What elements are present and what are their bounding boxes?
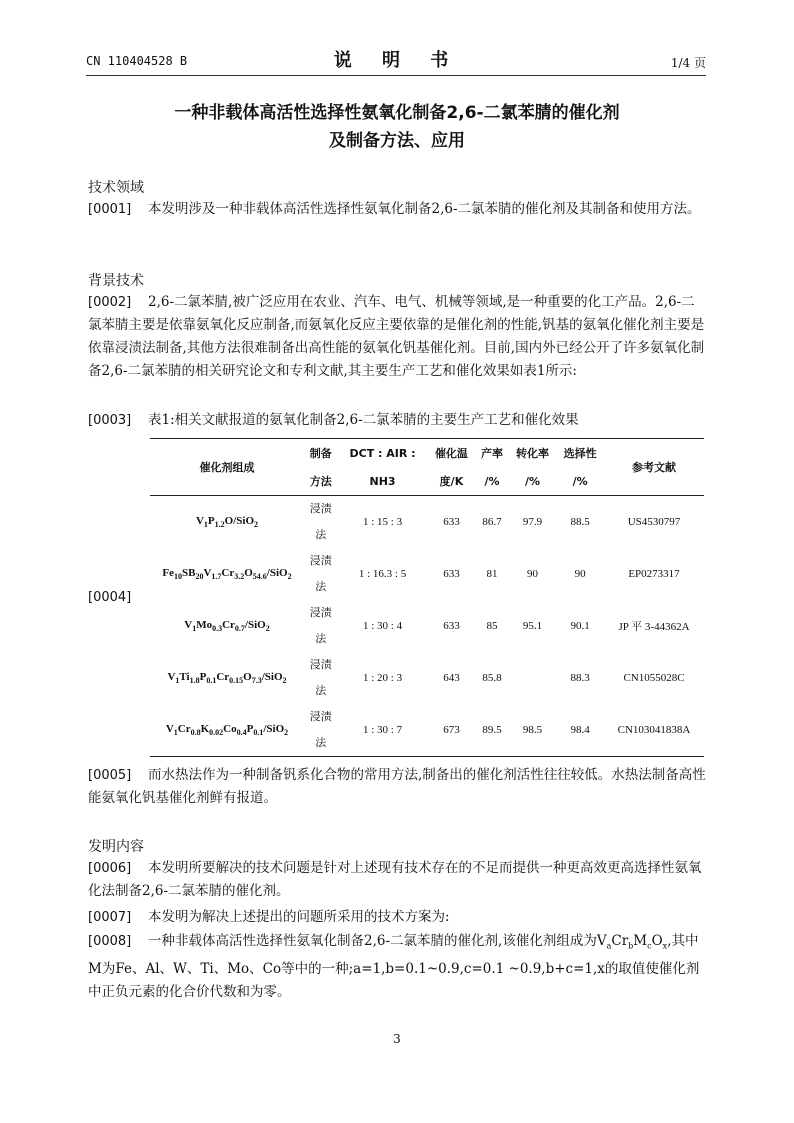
cell-temperature: 633	[443, 568, 460, 580]
cell-temperature: 633	[443, 516, 460, 528]
col-header-yield: 产率	[475, 439, 508, 468]
col-header-composition: 催化剂组成	[150, 439, 304, 496]
cell-temperature: 673	[428, 704, 476, 757]
doc-title-line1: 一种非载体高活性选择性氨氧化制备2,6-二氯苯腈的催化剂	[174, 103, 620, 123]
catalyst-table	[150, 438, 704, 757]
section-content: 发明内容	[88, 839, 144, 855]
cell-ratio: 1 : 16.3 : 5	[358, 568, 407, 580]
cell-conversion: 90	[527, 568, 538, 580]
cell-method: 浸渍 法	[309, 554, 332, 593]
para-0005	[88, 764, 708, 810]
cell-conversion: 95.1	[522, 620, 543, 632]
col-header-method: 制备	[304, 439, 337, 468]
cell-conversion: 97.9	[522, 516, 543, 528]
cell-method: 浸渍 法	[309, 658, 332, 697]
cell-ratio: 1 : 15 : 3	[362, 516, 403, 528]
cell-yield: 85	[486, 620, 498, 632]
para-number: [0001]	[88, 202, 132, 217]
cell-selectivity: 88.3	[570, 672, 590, 684]
cell-composition: $Fe_{10}SB_{20}V_{1.7}Cr_{3.2}O_{54.6}/SiO_2$	[162, 566, 292, 582]
para-number: [0004]	[88, 590, 132, 605]
cell-reference: JP 平 3-44362A	[618, 621, 690, 633]
cell-reference: CN1055028C	[623, 672, 685, 684]
doc-title-line2: 及制备方法、应用	[329, 131, 465, 151]
col-header-selectivity: 选择性	[556, 439, 604, 468]
cell-conversion: 98.5	[509, 704, 557, 757]
col-header-temp-2: 度/K	[428, 467, 476, 496]
para-number: [0006]	[88, 861, 132, 876]
cell-method: 浸渍 法	[309, 502, 332, 541]
para-number: [0005]	[88, 768, 132, 783]
section-tech-field: 技术领域	[88, 180, 144, 196]
section-background: 背景技术	[88, 273, 144, 289]
table-row	[150, 652, 704, 704]
cell-composition: $V_1Cr_{0.8}K_{0.02}Co_{0.4}P_{0.1}/SiO_2$	[150, 704, 304, 757]
cell-ratio: 1 : 30 : 4	[362, 620, 403, 632]
para-number: [0003]	[88, 413, 132, 428]
table-row	[150, 704, 704, 757]
cell-composition: $V_1Ti_{1.8}P_{0.1}Cr_{0.15}O_{7.3}/SiO_2$	[167, 670, 287, 686]
para-text: 本发明为解决上述提出的问题所采用的技术方案为:	[148, 909, 450, 925]
para-0003	[88, 409, 708, 432]
col-header-method-2: 方法	[304, 467, 337, 496]
cell-selectivity: 98.4	[556, 704, 604, 757]
para-number: [0007]	[88, 910, 132, 925]
para-text: 本发明涉及一种非载体高活性选择性氨氧化制备2,6-二氯苯腈的催化剂及其制备和使用方法。	[148, 201, 701, 217]
patent-number: CN 110404528 B	[86, 54, 188, 68]
col-header-selectivity-2: /%	[556, 467, 604, 496]
cell-reference: CN103041838A	[604, 704, 704, 757]
cell-reference: US4530797	[627, 516, 681, 528]
para-0001	[88, 198, 708, 221]
cell-method: 浸渍 法	[304, 704, 337, 757]
para-number: [0002]	[88, 295, 132, 310]
cell-yield: 81	[486, 568, 498, 580]
cell-conversion	[509, 652, 557, 704]
col-header-temp: 催化温	[428, 439, 476, 468]
col-header-ratio: DCT : AIR :	[337, 439, 427, 468]
col-header-ratio-2: NH3	[337, 467, 427, 496]
para-text: 本发明所要解决的技术问题是针对上述现有技术存在的不足而提供一种更高效更高选择性氨氧化法制备2,6-二氯苯腈的催化剂。	[88, 860, 702, 899]
para-text-cont: ,其中M为Fe、Al、W、Ti、Mo、Co等中的一种;a=1,b=0.1~0.9,c=0.1 ~0.9,b+c=1,x的取值使催化剂中正负元素的化合价代数和为零。	[88, 933, 700, 1000]
cell-selectivity: 88.5	[570, 516, 590, 528]
para-text: 2,6-二氯苯腈,被广泛应用在农业、汽车、电气、机械等领域,是一种重要的化工产品。2,6-二氯苯腈主要是依靠氨氧化反应制备,而氨氧化反应主要依靠的是催化剂的性能,钒基的氨氧化催化剂主要是依靠浸渍法制备,其他方法很难制备出高性能的氨氧化钒基催化剂。目前,国内外已经公开了许多氨氧化制备2,6-二氯苯腈的相关研究论文和专利文献,其主要生产工艺和催化效果如表1所示:	[88, 294, 705, 379]
para-text: 一种非载体高活性选择性氨氧化制备2,6-二氯苯腈的催化剂,该催化剂组成为	[148, 933, 597, 949]
page-number: 3	[393, 1032, 401, 1046]
cell-yield: 85.8	[482, 672, 502, 684]
header-divider	[86, 75, 706, 76]
cell-composition: $V_1P_{1.2}O/SiO_2$	[195, 514, 259, 530]
table-caption: 表1:相关文献报道的氨氧化制备2,6-二氯苯腈的主要生产工艺和催化效果	[148, 412, 579, 428]
table-row	[150, 496, 704, 549]
cell-temperature: 643	[443, 672, 460, 684]
cell-yield: 89.5	[475, 704, 508, 757]
cell-ratio: 1 : 30 : 7	[337, 704, 427, 757]
col-header-yield-2: /%	[475, 467, 508, 496]
para-0007	[88, 906, 708, 929]
page-indicator: 1/4 页	[670, 56, 706, 70]
cell-selectivity: 90.1	[570, 620, 590, 632]
catalyst-formula: $V_aCr_bM_cO_x$	[596, 933, 668, 951]
table-row	[150, 548, 704, 600]
doc-type: 说 明 书	[333, 50, 461, 71]
para-text: 而水热法作为一种制备钒系化合物的常用方法,制备出的催化剂活性往往较低。水热法制备高性能氨氧化钒基催化剂鲜有报道。	[88, 767, 706, 806]
table-row	[150, 600, 704, 652]
para-0006	[88, 857, 708, 903]
para-number: [0008]	[88, 934, 132, 949]
cell-method: 浸渍 法	[309, 606, 332, 645]
cell-reference: EP0273317	[628, 568, 680, 580]
cell-yield: 86.7	[482, 516, 502, 528]
para-0008	[88, 930, 708, 1004]
cell-ratio: 1 : 20 : 3	[362, 672, 403, 684]
para-0002	[88, 291, 708, 383]
cell-temperature: 633	[443, 620, 460, 632]
cell-selectivity: 90	[574, 568, 586, 580]
col-header-conversion: 转化率	[509, 439, 557, 468]
col-header-reference: 参考文献	[604, 439, 704, 496]
cell-composition: $V_1Mo_{0.3}Cr_{0.7}/SiO_2$	[184, 618, 270, 634]
col-header-conversion-2: /%	[509, 467, 557, 496]
